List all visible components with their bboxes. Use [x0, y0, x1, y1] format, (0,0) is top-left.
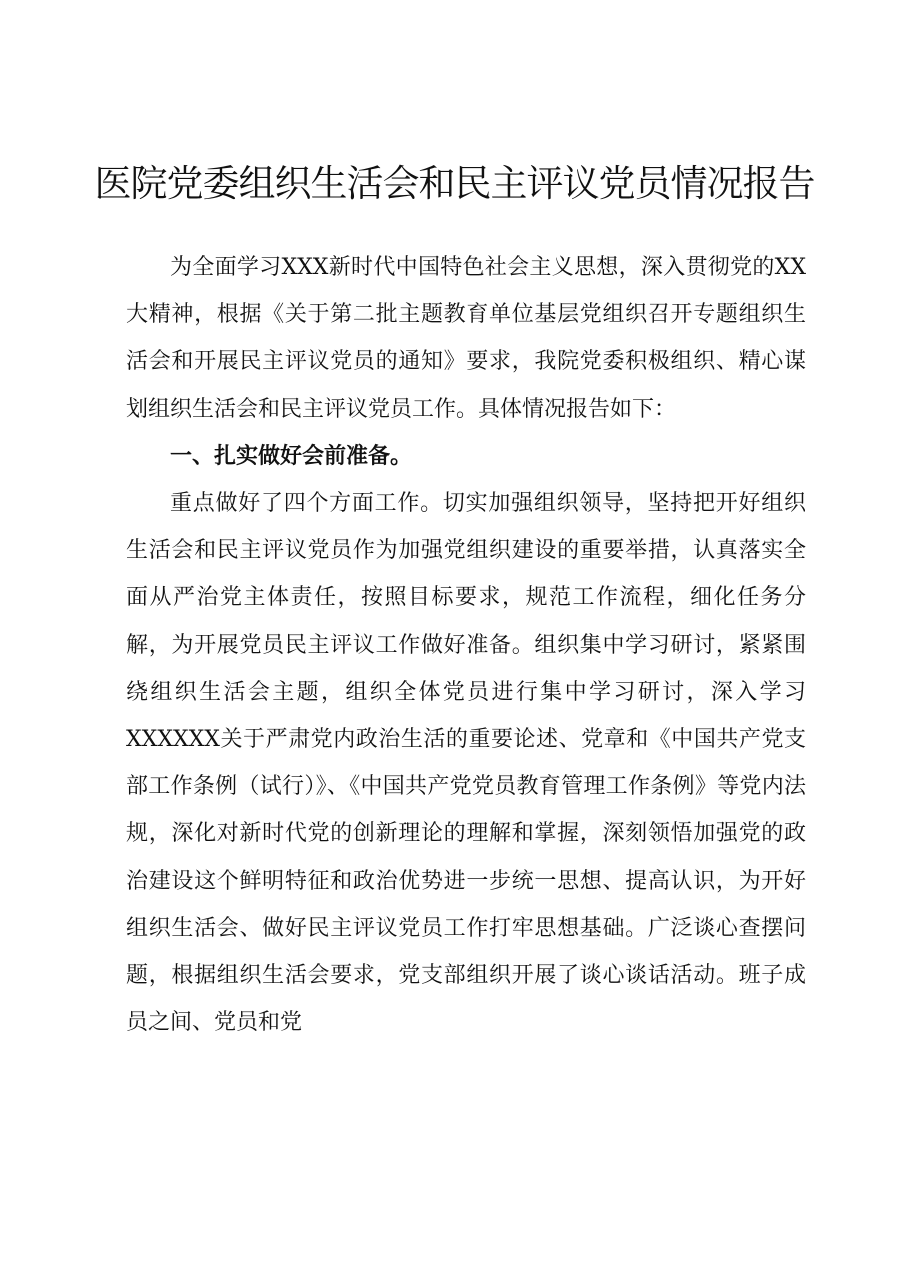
intro-paragraph: 为全面学习XXX新时代中国特色社会主义思想，深入贯彻党的XX大精神，根据《关于第二批主题教育单位基层党组织召开专题组织生活会和开展民主评议党员的通知》要求，我院党委积极组织、精心谋划组织生活会和民主评议党员工作。具体情况报告如下：	[126, 255, 806, 422]
document-body	[126, 244, 806, 1046]
section-heading-1: 一、扎实做好会前准备。	[170, 443, 413, 469]
section-1-paragraph: 重点做好了四个方面工作。切实加强组织领导，坚持把开好组织生活会和民主评议党员作为加强党组织建设的重要举措，认真落实全面从严治党主体责任，按照目标要求，规范工作流程，细化任务分解，为开展党员民主评议工作做好准备。组织集中学习研讨，紧紧围绕组织生活会主题，组织全体党员进行集中学习研讨，深入学习XXXXXX关于严肃党内政治生活的重要论述、党章和《中国共产党支部工作条例（试行）》、《中国共产党党员教育管理工作条例》等党内法规，深化对新时代党的创新理论的理解和掌握，深刻领悟加强党的政治建设这个鲜明特征和政治优势进一步统一思想、提高认识，为开好组织生活会、做好民主评议党员工作打牢思想基础。广泛谈心查摆问题，根据组织生活会要求，党支部组织开展了谈心谈话活动。班子成员之间、党员和党	[126, 491, 806, 1036]
document-title: 医院党委组织生活会和民主评议党员情况报告	[94, 162, 815, 205]
